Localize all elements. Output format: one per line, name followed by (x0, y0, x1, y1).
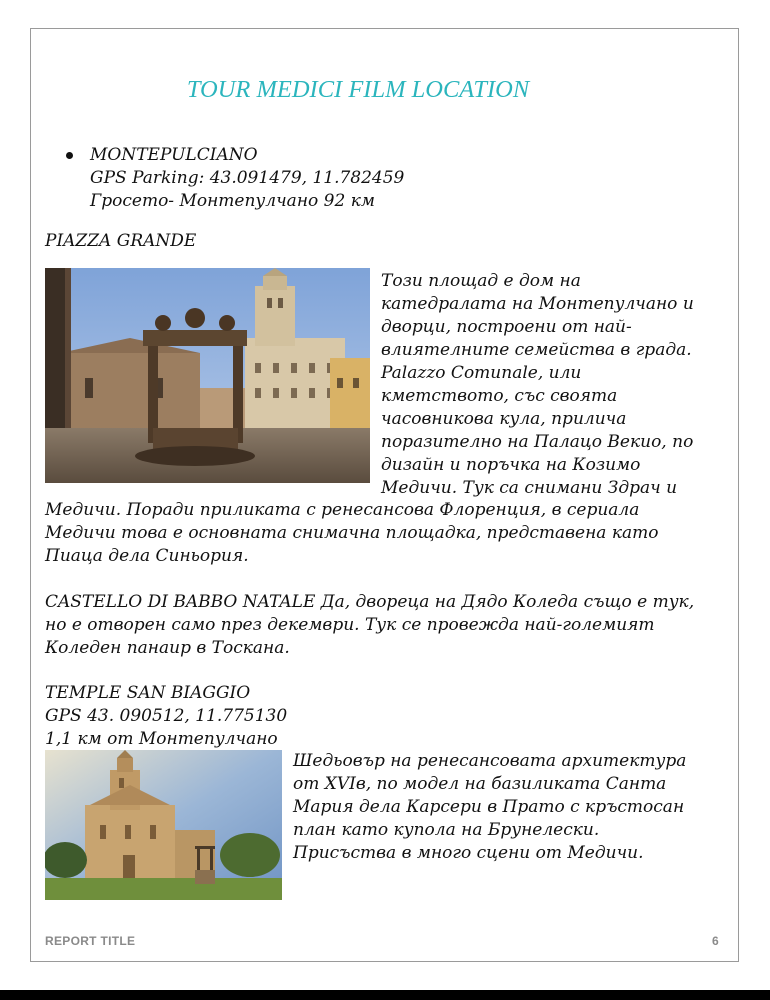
text-line: Медичи. Поради приликата с ренесансова Флоренция, в сериала (45, 500, 640, 520)
piazza-grande-photo (45, 268, 370, 483)
text-line: Шедьовър на ренесансовата архитектура (293, 751, 687, 771)
text-line: от XVIв, по модел на базиликата Санта (293, 774, 667, 794)
text-line: Присъства в много сцени от Медичи. (293, 843, 644, 863)
bullet-gps: GPS Parking: 43.091479, 11.782459 (90, 168, 405, 188)
temple-info (45, 682, 445, 751)
piazza-side-text (381, 270, 726, 500)
text-line: дворци, построени от най- (381, 317, 632, 337)
text-line: Медичи това е основната снимачна площадка, представена като (45, 523, 659, 543)
text-line: но е отворен само през декември. Тук се провежда най-големият (45, 615, 655, 635)
text-line: Мария дела Карсери в Прато с кръстосан (293, 797, 685, 817)
temple-san-biaggio-photo (45, 750, 282, 900)
text-line: кметството, със своята (381, 386, 618, 406)
text-line: дизайн и поръчка на Козимо (381, 455, 641, 475)
footer-report-title: REPORT TITLE (45, 934, 136, 948)
text-line: CASTELLO DI BABBO NATALE Да, дворецa на Дядо Коледа също е тук, (45, 592, 695, 612)
temple-heading: TEMPLE SAN BIAGGIO (45, 683, 251, 703)
piazza-full-text (45, 499, 735, 568)
castello-paragraph (45, 591, 735, 660)
bottom-edge-bar (0, 990, 770, 1000)
temple-gps: GPS 43. 090512, 11.775130 (45, 706, 288, 726)
piazza-heading: PIAZZA GRANDE (45, 231, 197, 251)
text-line: Palazzo Comunale, или (381, 363, 582, 383)
text-line: план като купола на Брунелески. (293, 820, 600, 840)
temple-description (293, 750, 733, 865)
montepulciano-bullet (90, 144, 690, 213)
text-line: Коледен панаир в Тоскана. (45, 638, 290, 658)
text-line: катедралата на Монтепулчано и (381, 294, 694, 314)
page-title: TOUR MEDICI FILM LOCATION (186, 76, 530, 103)
text-line: поразително на Палацо Векио, по (381, 432, 694, 452)
bullet-dot (66, 152, 73, 159)
text-line: часовникова кула, прилича (381, 409, 627, 429)
bullet-distance: Гросето- Монтепулчано 92 км (90, 191, 375, 211)
footer-page-number: 6 (712, 934, 719, 948)
text-line: Този площад е дом на (381, 271, 581, 291)
text-line: Пиаца дела Синьория. (45, 546, 249, 566)
temple-distance: 1,1 км от Монтепулчано (45, 729, 278, 749)
text-line: влиятелните семейства в града. (381, 340, 692, 360)
bullet-location-name: MONTEPULCIANO (90, 145, 258, 165)
text-line: Медичи. Тук са снимани Здрач и (381, 478, 678, 498)
